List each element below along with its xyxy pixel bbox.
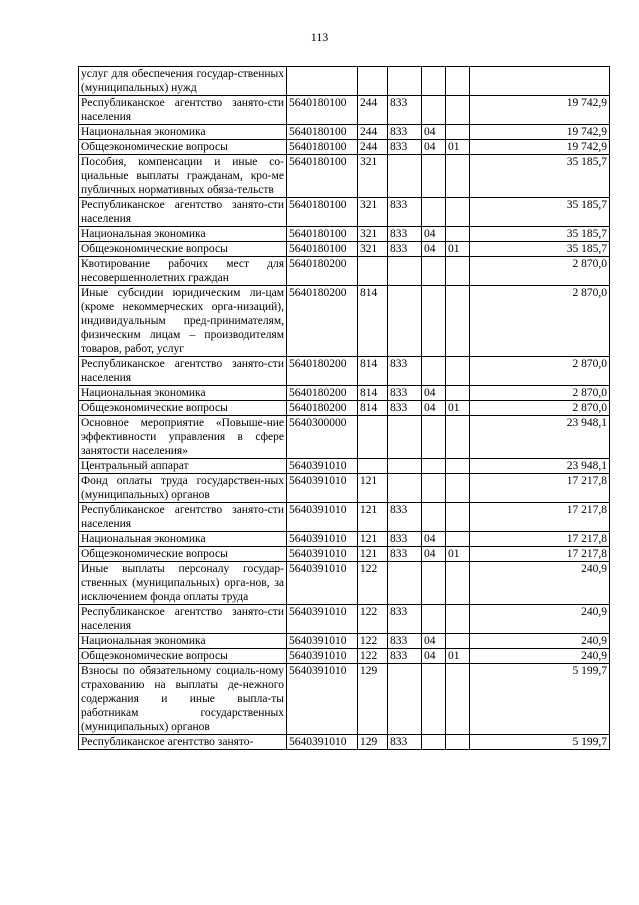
row-administrator — [388, 286, 422, 357]
row-amount: 5 199,7 — [470, 664, 610, 735]
table-row — [79, 386, 610, 401]
row-amount: 17 217,8 — [470, 503, 610, 532]
table-row — [79, 227, 610, 242]
table-row — [79, 286, 610, 357]
row-expense-type: 814 — [358, 386, 388, 401]
table-row — [79, 664, 610, 735]
row-subsection — [446, 386, 470, 401]
row-subsection — [446, 735, 470, 750]
row-name: Иные субсидии юридическим ли-цам (кроме некоммерческих орга-низаций), индивидуальным пред-принимателям, физическим лицам – производителям товаров, работ, услуг — [79, 286, 287, 357]
row-target-article: 5640391010 — [287, 735, 358, 750]
row-administrator: 833 — [388, 198, 422, 227]
row-expense-type: 129 — [358, 664, 388, 735]
row-section — [422, 503, 446, 532]
row-section — [422, 67, 446, 96]
row-expense-type: 814 — [358, 357, 388, 386]
row-section: 04 — [422, 386, 446, 401]
row-amount: 2 870,0 — [470, 401, 610, 416]
row-expense-type: 814 — [358, 401, 388, 416]
table-row — [79, 562, 610, 605]
row-name: Общеэкономические вопросы — [79, 140, 287, 155]
row-expense-type: 321 — [358, 155, 388, 198]
row-target-article — [287, 67, 358, 96]
row-target-article: 5640391010 — [287, 649, 358, 664]
table-row — [79, 735, 610, 750]
row-target-article: 5640391010 — [287, 605, 358, 634]
row-section — [422, 416, 446, 459]
row-section — [422, 155, 446, 198]
row-name: Основное мероприятие «Повыше-ние эффективности управления в сфере занятости населения» — [79, 416, 287, 459]
row-section — [422, 474, 446, 503]
row-administrator: 833 — [388, 401, 422, 416]
row-target-article: 5640391010 — [287, 532, 358, 547]
row-section — [422, 562, 446, 605]
row-subsection — [446, 416, 470, 459]
row-section: 04 — [422, 649, 446, 664]
table-row — [79, 532, 610, 547]
row-expense-type: 122 — [358, 562, 388, 605]
row-amount: 2 870,0 — [470, 386, 610, 401]
row-amount: 17 217,8 — [470, 532, 610, 547]
row-target-article: 5640180100 — [287, 140, 358, 155]
row-name: Национальная экономика — [79, 386, 287, 401]
row-name: Республиканское агентство занято-сти населения — [79, 96, 287, 125]
row-section — [422, 286, 446, 357]
table-row — [79, 155, 610, 198]
row-expense-type: 321 — [358, 227, 388, 242]
table-row — [79, 649, 610, 664]
row-subsection — [446, 286, 470, 357]
row-administrator: 833 — [388, 96, 422, 125]
row-subsection — [446, 634, 470, 649]
row-subsection: 01 — [446, 547, 470, 562]
row-name: Квотирование рабочих мест для несовершеннолетних граждан — [79, 257, 287, 286]
row-subsection — [446, 605, 470, 634]
row-subsection — [446, 227, 470, 242]
row-target-article: 5640391010 — [287, 562, 358, 605]
row-target-article: 5640180200 — [287, 286, 358, 357]
row-amount: 240,9 — [470, 562, 610, 605]
row-target-article: 5640391010 — [287, 664, 358, 735]
row-expense-type: 122 — [358, 605, 388, 634]
row-expense-type: 321 — [358, 198, 388, 227]
row-name: Центральный аппарат — [79, 459, 287, 474]
row-amount: 2 870,0 — [470, 286, 610, 357]
row-name: Фонд оплаты труда государствен-ных (муниципальных) органов — [79, 474, 287, 503]
row-administrator: 833 — [388, 227, 422, 242]
row-section — [422, 96, 446, 125]
table-row — [79, 357, 610, 386]
row-amount: 17 217,8 — [470, 547, 610, 562]
row-administrator: 833 — [388, 140, 422, 155]
row-subsection — [446, 155, 470, 198]
row-amount: 240,9 — [470, 605, 610, 634]
row-amount: 2 870,0 — [470, 357, 610, 386]
row-amount: 2 870,0 — [470, 257, 610, 286]
row-amount: 240,9 — [470, 649, 610, 664]
row-target-article: 5640391010 — [287, 634, 358, 649]
row-subsection: 01 — [446, 242, 470, 257]
row-name: Иные выплаты персоналу государ-ственных (муниципальных) орга-нов, за исключением фонда оплаты труда — [79, 562, 287, 605]
row-administrator — [388, 67, 422, 96]
row-name: Республиканское агентство занято-сти населения — [79, 605, 287, 634]
table-row — [79, 547, 610, 562]
row-subsection — [446, 96, 470, 125]
row-expense-type: 129 — [358, 735, 388, 750]
row-expense-type: 244 — [358, 125, 388, 140]
row-expense-type: 321 — [358, 242, 388, 257]
row-name: Общеэкономические вопросы — [79, 649, 287, 664]
row-administrator: 833 — [388, 503, 422, 532]
row-administrator — [388, 474, 422, 503]
row-subsection — [446, 257, 470, 286]
row-target-article: 5640180200 — [287, 357, 358, 386]
row-section: 04 — [422, 140, 446, 155]
row-expense-type — [358, 459, 388, 474]
row-expense-type: 121 — [358, 503, 388, 532]
row-target-article: 5640180100 — [287, 155, 358, 198]
table-row — [79, 605, 610, 634]
row-expense-type: 244 — [358, 140, 388, 155]
row-section — [422, 459, 446, 474]
row-amount — [470, 67, 610, 96]
row-name: Национальная экономика — [79, 227, 287, 242]
row-expense-type: 121 — [358, 474, 388, 503]
row-administrator: 833 — [388, 386, 422, 401]
row-name: Общеэкономические вопросы — [79, 547, 287, 562]
row-expense-type: 814 — [358, 286, 388, 357]
row-administrator: 833 — [388, 605, 422, 634]
table-body — [79, 67, 610, 750]
row-administrator: 833 — [388, 634, 422, 649]
row-administrator: 833 — [388, 357, 422, 386]
row-target-article: 5640391010 — [287, 503, 358, 532]
row-expense-type: 121 — [358, 532, 388, 547]
row-name: Национальная экономика — [79, 634, 287, 649]
row-subsection — [446, 459, 470, 474]
table-row — [79, 634, 610, 649]
row-name: Национальная экономика — [79, 532, 287, 547]
row-expense-type: 122 — [358, 634, 388, 649]
row-subsection — [446, 474, 470, 503]
row-target-article: 5640391010 — [287, 459, 358, 474]
row-target-article: 5640180100 — [287, 198, 358, 227]
row-target-article: 5640180100 — [287, 96, 358, 125]
row-name: Общеэкономические вопросы — [79, 401, 287, 416]
budget-table — [78, 66, 610, 750]
row-amount: 35 185,7 — [470, 242, 610, 257]
row-section: 04 — [422, 227, 446, 242]
row-section — [422, 357, 446, 386]
table-row — [79, 474, 610, 503]
table-row — [79, 401, 610, 416]
row-amount: 23 948,1 — [470, 459, 610, 474]
table-row — [79, 140, 610, 155]
row-name: Национальная экономика — [79, 125, 287, 140]
row-target-article: 5640180200 — [287, 401, 358, 416]
row-subsection — [446, 532, 470, 547]
row-subsection — [446, 562, 470, 605]
row-name: Пособия, компенсации и иные со-циальные выплаты гражданам, кро-ме публичных нормативных обяза-тельств — [79, 155, 287, 198]
row-administrator: 833 — [388, 649, 422, 664]
row-target-article: 5640180100 — [287, 125, 358, 140]
row-subsection — [446, 664, 470, 735]
row-section: 04 — [422, 547, 446, 562]
row-amount: 35 185,7 — [470, 155, 610, 198]
row-expense-type: 121 — [358, 547, 388, 562]
row-administrator: 833 — [388, 547, 422, 562]
row-target-article: 5640391010 — [287, 547, 358, 562]
row-expense-type — [358, 257, 388, 286]
row-section — [422, 664, 446, 735]
row-section: 04 — [422, 242, 446, 257]
row-subsection — [446, 125, 470, 140]
row-expense-type: 122 — [358, 649, 388, 664]
row-administrator — [388, 664, 422, 735]
row-section: 04 — [422, 532, 446, 547]
row-section: 04 — [422, 634, 446, 649]
row-subsection: 01 — [446, 140, 470, 155]
row-expense-type — [358, 67, 388, 96]
row-administrator — [388, 257, 422, 286]
row-name: Взносы по обязательному социаль-ному страхованию на выплаты де-нежного содержания и иные выпла-ты работникам государственных (муниципальных) органов — [79, 664, 287, 735]
table-row — [79, 198, 610, 227]
row-expense-type: 244 — [358, 96, 388, 125]
row-subsection — [446, 67, 470, 96]
row-amount: 35 185,7 — [470, 198, 610, 227]
table-row — [79, 96, 610, 125]
row-target-article: 5640180100 — [287, 242, 358, 257]
table-row — [79, 67, 610, 96]
row-amount: 17 217,8 — [470, 474, 610, 503]
row-subsection — [446, 503, 470, 532]
row-amount: 19 742,9 — [470, 125, 610, 140]
row-subsection: 01 — [446, 649, 470, 664]
row-amount: 19 742,9 — [470, 96, 610, 125]
row-amount: 23 948,1 — [470, 416, 610, 459]
row-administrator — [388, 155, 422, 198]
row-name: Республиканское агентство занято-сти населения — [79, 198, 287, 227]
row-target-article: 5640300000 — [287, 416, 358, 459]
row-administrator — [388, 459, 422, 474]
row-section — [422, 257, 446, 286]
row-target-article: 5640180200 — [287, 386, 358, 401]
row-subsection — [446, 198, 470, 227]
row-section: 04 — [422, 401, 446, 416]
row-subsection — [446, 357, 470, 386]
row-expense-type — [358, 416, 388, 459]
row-administrator — [388, 562, 422, 605]
row-target-article: 5640180100 — [287, 227, 358, 242]
row-administrator: 833 — [388, 125, 422, 140]
row-amount: 19 742,9 — [470, 140, 610, 155]
page-number: 113 — [310, 30, 329, 44]
row-target-article: 5640391010 — [287, 474, 358, 503]
row-administrator — [388, 416, 422, 459]
table-row — [79, 416, 610, 459]
row-name: Республиканское агентство занято- — [79, 735, 287, 750]
table-row — [79, 125, 610, 140]
row-section — [422, 198, 446, 227]
table-row — [79, 257, 610, 286]
table-row — [79, 503, 610, 532]
row-name: Общеэкономические вопросы — [79, 242, 287, 257]
row-amount: 5 199,7 — [470, 735, 610, 750]
table-row — [79, 459, 610, 474]
row-target-article: 5640180200 — [287, 257, 358, 286]
table-row — [79, 242, 610, 257]
row-amount: 240,9 — [470, 634, 610, 649]
row-subsection: 01 — [446, 401, 470, 416]
row-section — [422, 605, 446, 634]
row-administrator: 833 — [388, 242, 422, 257]
row-administrator: 833 — [388, 735, 422, 750]
row-amount: 35 185,7 — [470, 227, 610, 242]
row-name: Республиканское агентство занято-сти населения — [79, 503, 287, 532]
row-section — [422, 735, 446, 750]
row-administrator: 833 — [388, 532, 422, 547]
row-section: 04 — [422, 125, 446, 140]
row-name: Республиканское агентство занято-сти населения — [79, 357, 287, 386]
row-name: услуг для обеспечения государ-ственных (муниципальных) нужд — [79, 67, 287, 96]
